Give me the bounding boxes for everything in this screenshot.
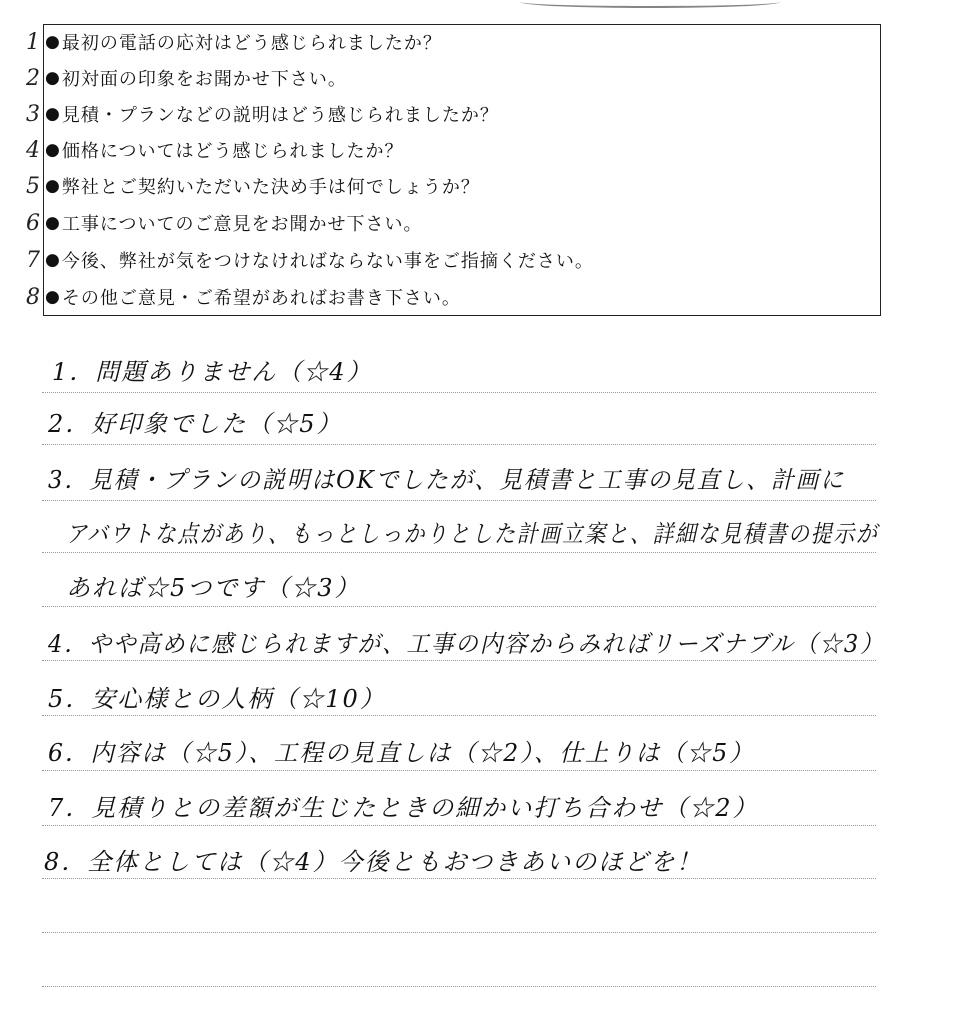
question-row — [45, 242, 594, 278]
question-text: 工事についてのご意見をお聞かせ下さい。 — [61, 214, 423, 235]
question-number: 1 — [26, 29, 40, 55]
question-text: 最初の電話の応対はどう感じられましたか？ — [61, 33, 442, 54]
bullet-icon: ● — [45, 104, 61, 124]
question-text: 今後、弊社が気をつけなければならない事をご指摘ください。 — [61, 251, 594, 272]
question-row — [45, 60, 347, 96]
ruled-line — [42, 878, 876, 879]
question-number: 8 — [26, 284, 40, 310]
ruled-line — [42, 392, 876, 393]
answer-line: アバウトな点があり、もっとしっかりとした計画立案と、詳細な見積書の提示が — [66, 520, 879, 548]
question-row — [45, 24, 442, 60]
question-number: 6 — [26, 210, 40, 236]
question-number: 7 — [26, 247, 40, 273]
bullet-icon: ● — [45, 213, 61, 233]
question-text: 見積・プランなどの説明はどう感じられましたか？ — [61, 105, 499, 126]
bullet-icon: ● — [45, 250, 61, 270]
ruled-line — [42, 444, 876, 445]
ruled-line — [42, 660, 876, 661]
ruled-line — [42, 606, 876, 607]
question-number: 4 — [26, 137, 40, 163]
question-text: 初対面の印象をお聞かせ下さい。 — [61, 69, 347, 90]
question-text: その他ご意見・ご希望があればお書き下さい。 — [61, 288, 461, 309]
answer-line: 4．やや高めに感じられますが、工事の内容からみればリーズナブル（☆3） — [48, 630, 885, 658]
bullet-icon: ● — [45, 140, 61, 160]
scanned-edge-mark — [520, 0, 780, 8]
answer-line: あれば☆5つです（☆3） — [66, 574, 361, 602]
question-number: 5 — [26, 173, 40, 199]
ruled-line — [42, 500, 876, 501]
question-text: 弊社とご契約いただいた決め手は何でしょうか？ — [61, 177, 480, 198]
ruled-line — [42, 552, 876, 553]
question-text: 価格についてはどう感じられましたか？ — [61, 141, 404, 162]
question-row — [45, 205, 422, 241]
question-row — [45, 96, 499, 132]
answer-line: 2．好印象でした（☆5） — [48, 410, 343, 438]
ruled-line — [42, 986, 876, 987]
ruled-line — [42, 932, 876, 933]
ruled-line — [42, 825, 876, 826]
ruled-line — [42, 715, 876, 716]
bullet-icon: ● — [45, 68, 61, 88]
answer-line: 7．見積りとの差額が生じたときの細かい打ち合わせ（☆2） — [48, 794, 759, 822]
bullet-icon: ● — [45, 32, 61, 52]
question-number: 2 — [26, 65, 40, 91]
bullet-icon: ● — [45, 287, 61, 307]
question-row — [45, 168, 480, 204]
answer-line: 6．内容は（☆5）、工程の見直しは（☆2）、仕上りは（☆5） — [48, 739, 755, 767]
answer-line: 8．全体としては（☆4）今後ともおつきあいのほどを！ — [44, 848, 703, 876]
question-row — [45, 279, 461, 315]
bullet-icon: ● — [45, 176, 61, 196]
answer-line: 3．見積・プランの説明はOKでしたが、見積書と工事の見直し、計画に — [48, 466, 845, 494]
ruled-line — [42, 770, 876, 771]
answer-line: 1．問題ありません（☆4） — [52, 358, 373, 386]
answer-line: 5．安心様との人柄（☆10） — [48, 685, 386, 713]
question-number: 3 — [26, 101, 40, 127]
question-row — [45, 132, 403, 168]
